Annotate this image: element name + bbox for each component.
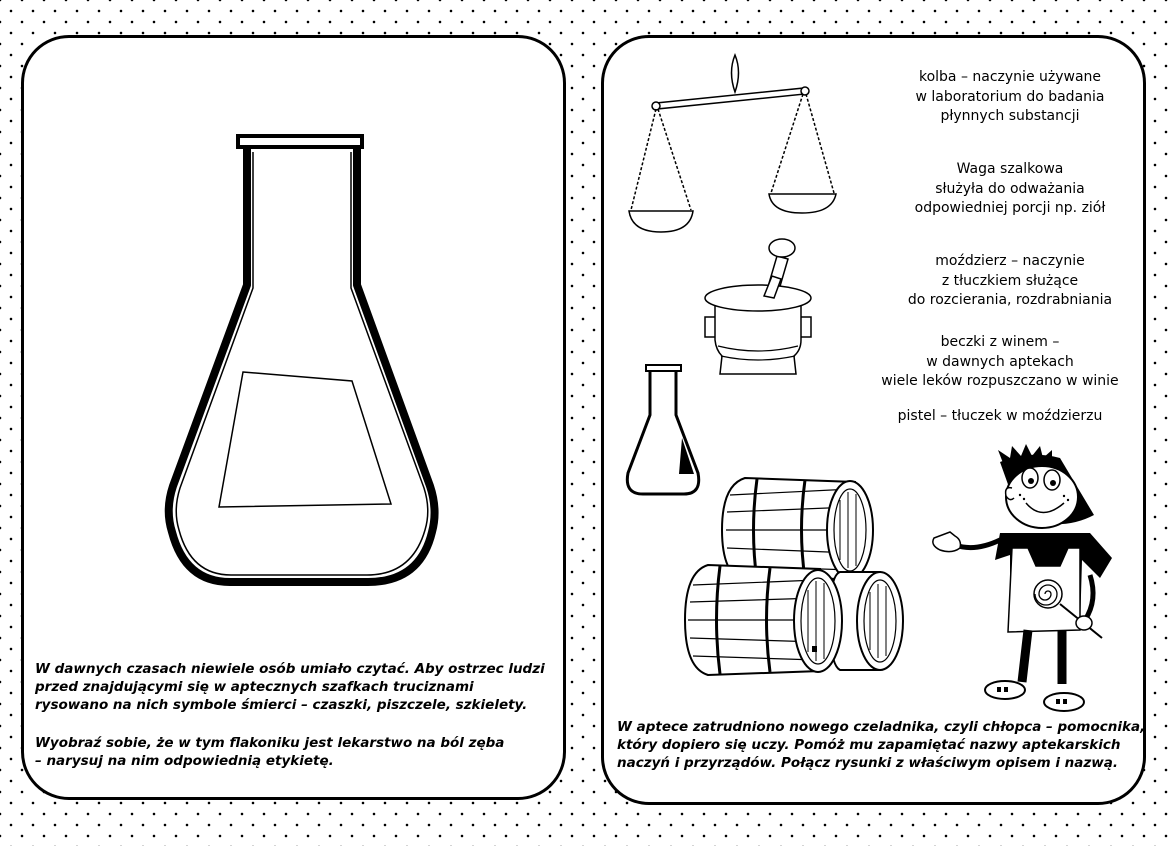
large-flask-illustration [160,130,445,590]
description-pestle: pistel – tłuczek w moździerzu [897,408,1103,424]
balance-scale-illustration [625,50,845,240]
label-task-paragraph: Wyobraź sobie, że w tym flakoniku jest lekarstwo na ból zęba – narysuj na nim odpowiednią etykietę. [35,735,505,769]
description-barrels: beczki z winem – w dawnych aptekach wiele leków rozpuszczano w winie [881,334,1119,389]
description-scale: Waga szalkowa służyła do odważania odpowiedniej porcji np. ziół [914,161,1106,216]
mortar-and-pestle-illustration [700,236,820,382]
bottom-left-barrel [685,565,842,675]
wine-barrels-illustration [680,470,910,680]
warning-symbols-paragraph: W dawnych czasach niewiele osób umiało czytać. Aby ostrzec ludzi przed znajdującymi się w aptecznych szafkach truciznami rysowano na nich symbole śmierci – czaszki, piszczele, szkielety. [35,661,545,713]
apprentice-boy-illustration [925,440,1115,720]
description-flask: kolba – naczynie używane w laboratorium do badania płynnych substancji [915,69,1105,124]
matching-task-instructions: W aptece zatrudniono nowego czeladnika, czyli chłopca – pomocnika, który dopiero się uczy. Pomóż mu zapamiętać nazwy aptekarskich naczyń i przyrządów. Połącz rysunki z właściwym opisem i nazwą. [617,719,1146,771]
description-mortar: moździerz – naczynie z tłuczkiem służące do rozcierania, rozdrabniania [907,253,1113,308]
